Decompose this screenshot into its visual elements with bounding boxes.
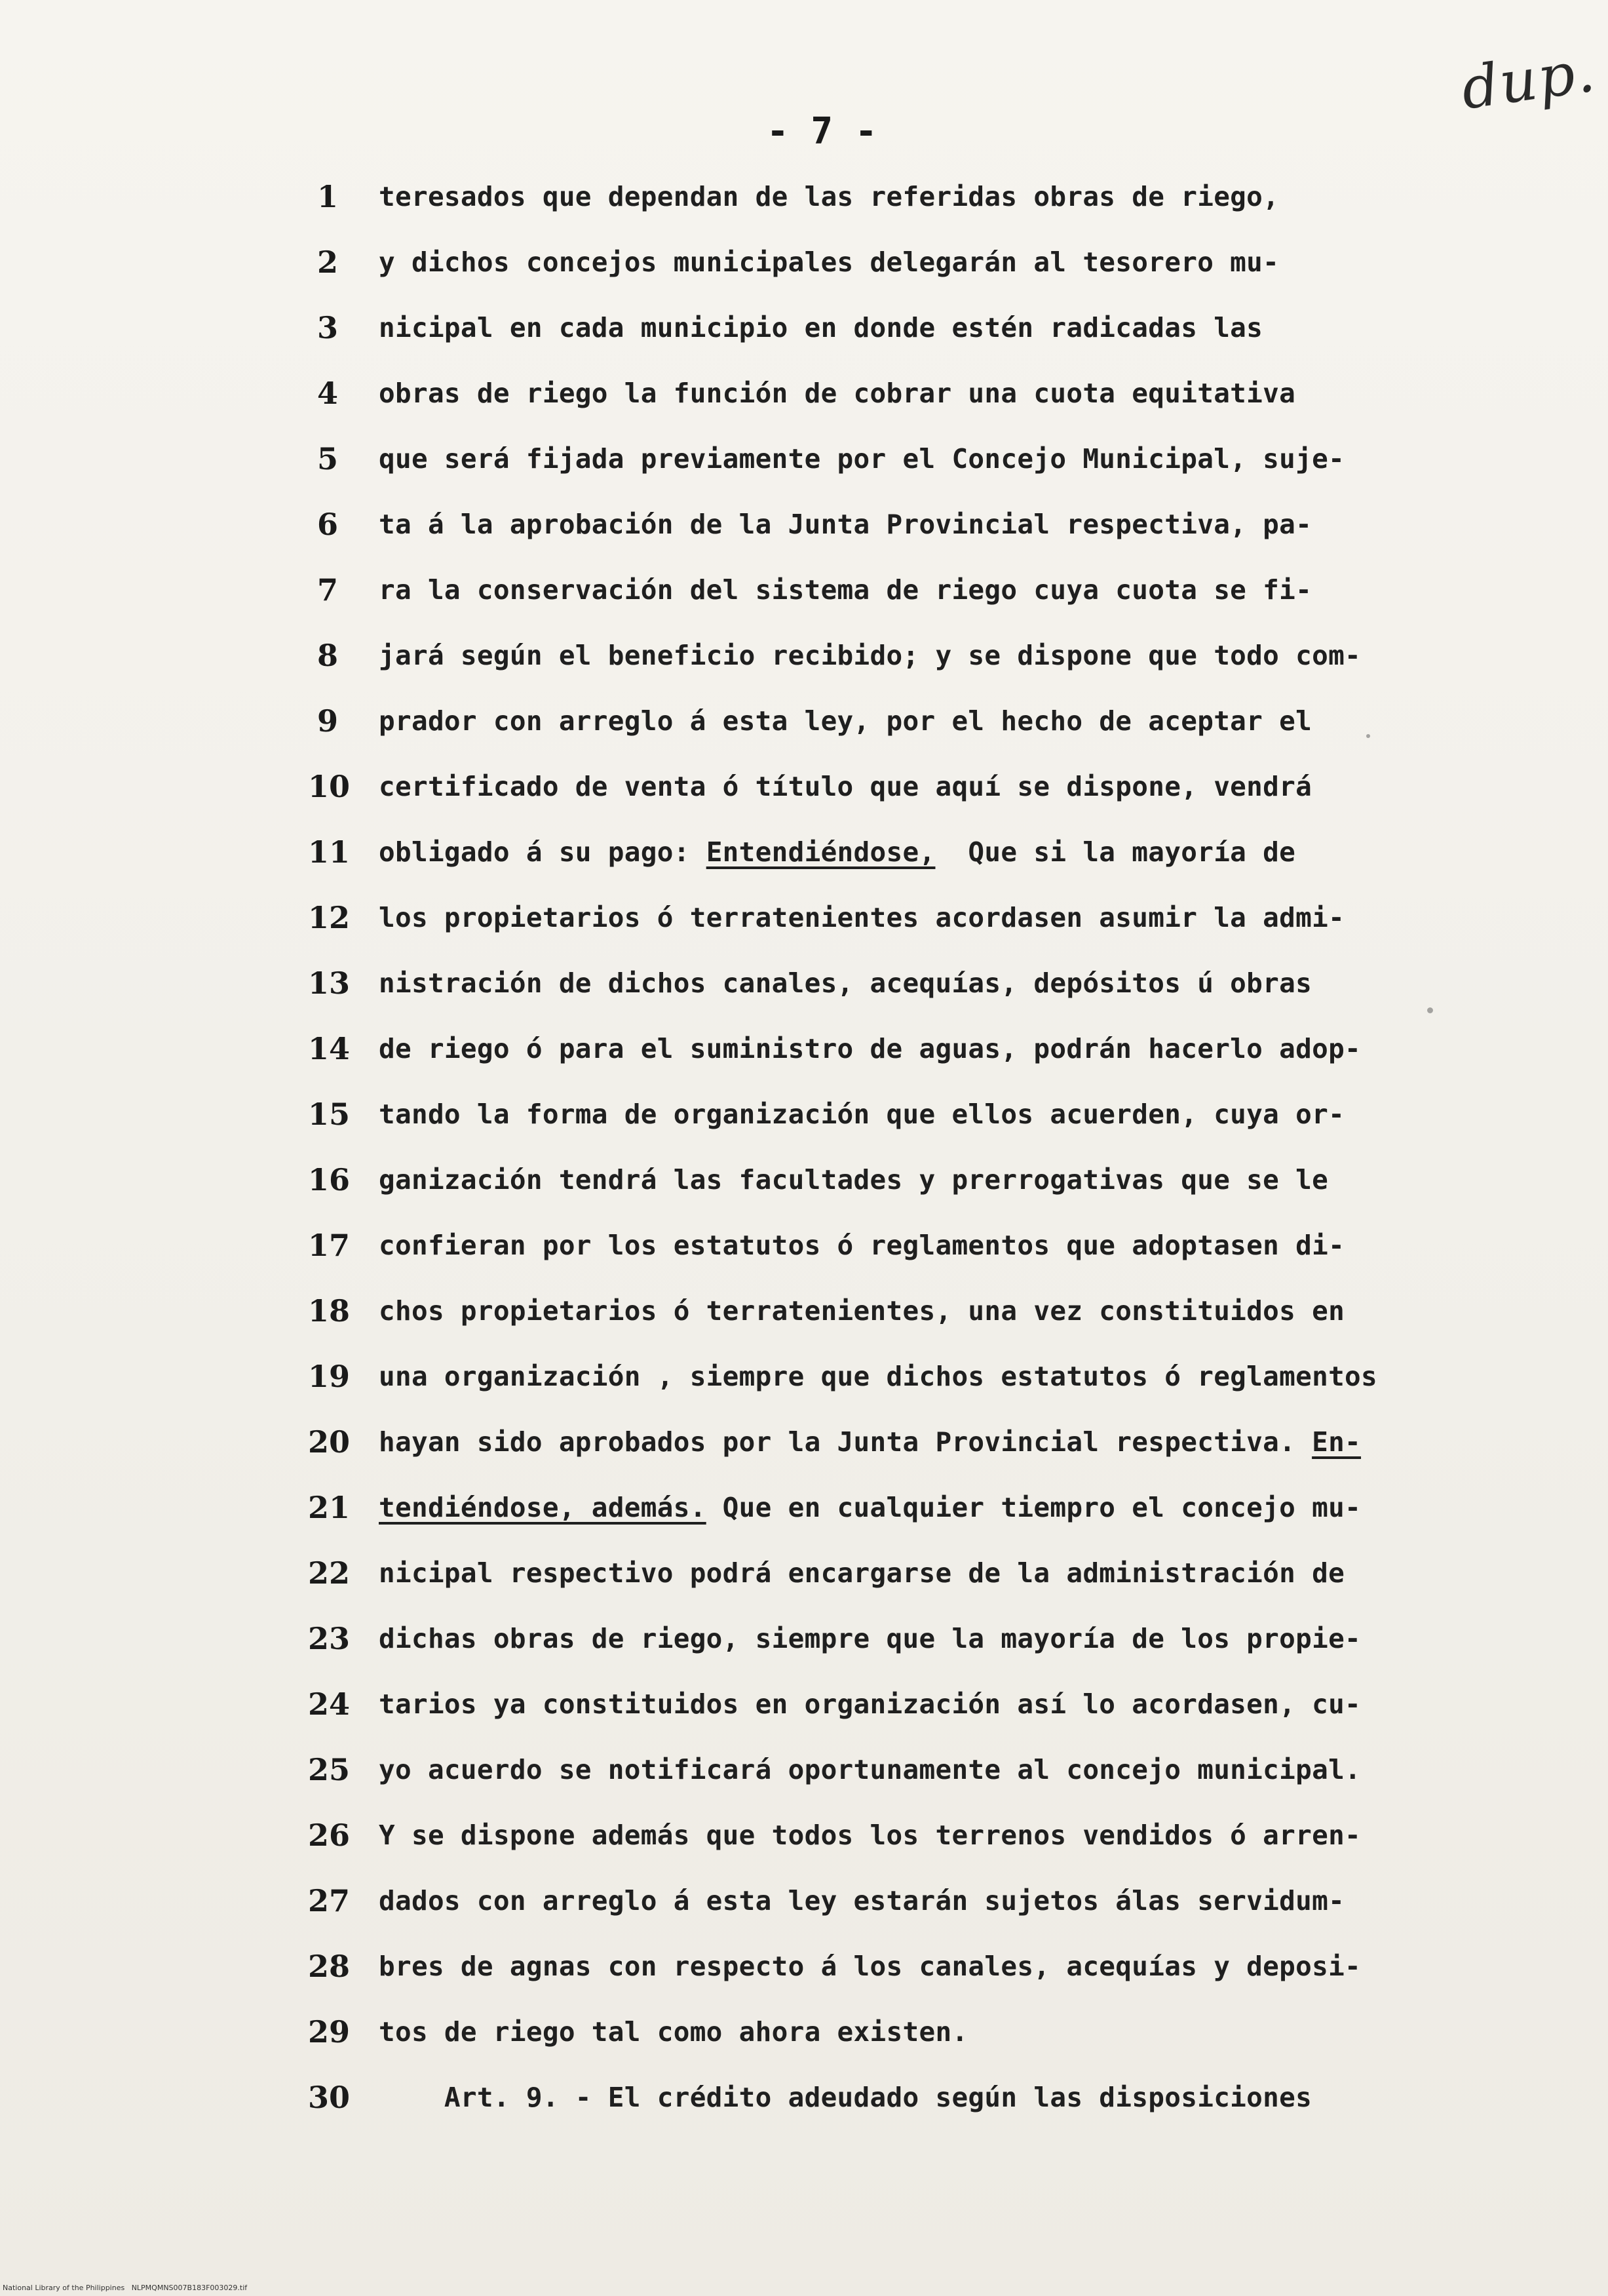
text-segment: nistración de dichos canales, acequías, depósitos ú obras: [379, 967, 1312, 999]
text-line: [0, 1224, 1608, 1290]
underlined-phrase: tendiéndose, además.: [379, 1492, 706, 1523]
line-number: 26: [308, 1818, 351, 1853]
ink-spot: [1427, 1007, 1433, 1013]
line-number: 12: [308, 900, 351, 935]
text-segment: dados con arreglo á esta ley estarán sujetos álas servidum-: [379, 1885, 1345, 1917]
line-text: [379, 1224, 1345, 1266]
line-text: [379, 307, 1263, 349]
text-line: [0, 766, 1608, 831]
text-line: [0, 1028, 1608, 1093]
line-number: 3: [316, 310, 338, 345]
line-text: [379, 1618, 1361, 1660]
text-segment: de riego ó para el suministro de aguas, podrán hacerlo adop-: [379, 1033, 1362, 1064]
text-segment: bres de agnas con respecto á los canales, acequías y deposi-: [379, 1951, 1362, 1982]
text-segment: nicipal respectivo podrá encargarse de la administración de: [379, 1557, 1345, 1589]
line-text: [379, 766, 1312, 807]
text-line: [0, 1880, 1608, 1945]
text-segment: confieran por los estatutos ó reglamentos que adoptasen di-: [379, 1230, 1345, 1261]
text-line: [0, 634, 1608, 700]
text-segment: obligado á su pago:: [379, 836, 706, 868]
text-segment: Y se dispone además que todos los terrenos vendidos ó arren-: [379, 1819, 1362, 1851]
line-text: [379, 897, 1345, 939]
line-text: [379, 962, 1312, 1004]
line-number: 22: [308, 1555, 351, 1591]
line-text: [379, 1552, 1345, 1594]
line-text: [379, 1028, 1361, 1070]
text-line: [0, 2011, 1608, 2076]
line-text: [379, 1683, 1361, 1725]
text-line: [0, 1159, 1608, 1224]
line-number: 9: [316, 703, 338, 739]
line-number: 6: [316, 507, 338, 542]
text-segment: tos de riego tal como ahora existen.: [379, 2016, 968, 2048]
underlined-phrase: En-: [1312, 1426, 1362, 1458]
line-text: [379, 1355, 1377, 1397]
text-line: [0, 1487, 1608, 1552]
line-number: 7: [316, 572, 338, 608]
text-line: [0, 962, 1608, 1028]
line-text: [379, 438, 1345, 480]
text-line: [0, 241, 1608, 307]
line-number: 14: [308, 1031, 351, 1066]
text-segment: obras de riego la función de cobrar una cuota equitativa: [379, 378, 1296, 409]
text-line: [0, 1552, 1608, 1618]
text-segment: una organización , siempre que dichos estatutos ó reglamentos: [379, 1361, 1378, 1392]
line-text: [379, 1093, 1345, 1135]
line-number: 4: [316, 376, 338, 411]
text-segment: ta á la aprobación de la Junta Provincial respectiva, pa-: [379, 509, 1312, 540]
line-number: 5: [316, 441, 338, 477]
line-text: [379, 176, 1279, 218]
text-line: [0, 372, 1608, 438]
text-line: [0, 2076, 1608, 2142]
line-text: [379, 569, 1312, 611]
text-segment: los propietarios ó terratenientes acordasen asumir la admi-: [379, 902, 1345, 933]
text-line: [0, 307, 1608, 372]
text-line: [0, 1290, 1608, 1355]
text-segment: chos propietarios ó terratenientes, una vez constituidos en: [379, 1295, 1345, 1327]
page-number: - 7 -: [767, 110, 877, 153]
line-number: 8: [316, 638, 338, 673]
line-number: 24: [308, 1686, 351, 1722]
text-line: [0, 176, 1608, 241]
text-segment: yo acuerdo se notificará oportunamente al concejo municipal.: [379, 1754, 1362, 1785]
line-text: [379, 503, 1312, 545]
line-number: 2: [316, 244, 338, 280]
archive-footer: National Library of the Philippines NLPMQMNS007B183F003029.tif: [3, 2284, 248, 2292]
line-number: 21: [308, 1490, 351, 1525]
text-line: [0, 1421, 1608, 1487]
text-segment: tarios ya constituidos en organización así lo acordasen, cu-: [379, 1688, 1362, 1720]
text-line: [0, 700, 1608, 766]
line-number: 28: [308, 1949, 351, 1984]
text-segment: Que si la mayoría de: [935, 836, 1296, 868]
text-segment: y dichos concejos municipales delegarán al tesorero mu-: [379, 246, 1280, 278]
text-line: [0, 1355, 1608, 1421]
text-line: [0, 1618, 1608, 1683]
line-number: 16: [308, 1162, 351, 1197]
line-text: [379, 1159, 1328, 1201]
text-segment: dichas obras de riego, siempre que la mayoría de los propie-: [379, 1623, 1362, 1654]
line-text: [379, 1421, 1361, 1463]
line-text: [379, 634, 1361, 676]
line-number: 29: [308, 2014, 351, 2050]
text-line: [0, 831, 1608, 897]
text-segment: Art. 9. - El crédito adeudado según las disposiciones: [379, 2082, 1312, 2113]
line-number: 20: [308, 1424, 351, 1460]
text-segment: jará según el beneficio recibido; y se dispone que todo com-: [379, 640, 1362, 671]
line-text: [379, 1945, 1361, 1987]
text-segment: nicipal en cada municipio en donde estén radicadas las: [379, 312, 1263, 343]
line-text: [379, 1290, 1345, 1332]
line-number: 27: [308, 1883, 351, 1918]
text-segment: tando la forma de organización que ellos acuerden, cuya or-: [379, 1099, 1345, 1130]
line-number: 15: [308, 1097, 351, 1132]
text-segment: hayan sido aprobados por la Junta Provincial respectiva.: [379, 1426, 1312, 1458]
line-text: [379, 372, 1295, 414]
line-number: 13: [308, 965, 351, 1001]
text-line: [0, 438, 1608, 503]
line-text: [379, 1880, 1345, 1922]
text-line: [0, 1749, 1608, 1814]
line-number: 18: [308, 1293, 351, 1329]
line-text: [379, 700, 1312, 742]
line-text: [379, 2076, 1312, 2118]
text-line: [0, 1814, 1608, 1880]
line-text: [379, 1487, 1361, 1528]
line-text: [379, 1749, 1361, 1791]
line-number: 17: [308, 1228, 351, 1263]
text-line: [0, 897, 1608, 962]
text-segment: ganización tendrá las facultades y prerrogativas que se le: [379, 1164, 1329, 1196]
text-line: [0, 569, 1608, 634]
line-text: [379, 241, 1279, 283]
text-segment: certificado de venta ó título que aquí se dispone, vendrá: [379, 771, 1312, 802]
text-line: [0, 1683, 1608, 1749]
text-segment: Que en cualquier tiempro el concejo mu-: [706, 1492, 1362, 1523]
line-text: [379, 831, 1295, 873]
line-number: 19: [308, 1359, 351, 1394]
line-text: [379, 1814, 1361, 1856]
text-segment: teresados que dependan de las referidas obras de riego,: [379, 181, 1280, 212]
line-number: 1: [316, 179, 338, 214]
line-number: 25: [308, 1752, 351, 1787]
text-line: [0, 503, 1608, 569]
text-line: [0, 1093, 1608, 1159]
line-number: 30: [308, 2080, 351, 2115]
text-segment: que será fijada previamente por el Concejo Municipal, suje-: [379, 443, 1345, 475]
line-number: 11: [308, 834, 351, 870]
line-number: 10: [308, 769, 351, 804]
handwritten-annotation: dup.: [1457, 37, 1600, 123]
underlined-phrase: Entendiéndose,: [706, 836, 936, 868]
text-segment: ra la conservación del sistema de riego cuya cuota se fi-: [379, 574, 1312, 606]
line-number: 23: [308, 1621, 351, 1656]
ink-spot: [1366, 734, 1370, 738]
text-segment: prador con arreglo á esta ley, por el hecho de aceptar el: [379, 705, 1312, 737]
line-text: [379, 2011, 968, 2053]
text-line: [0, 1945, 1608, 2011]
